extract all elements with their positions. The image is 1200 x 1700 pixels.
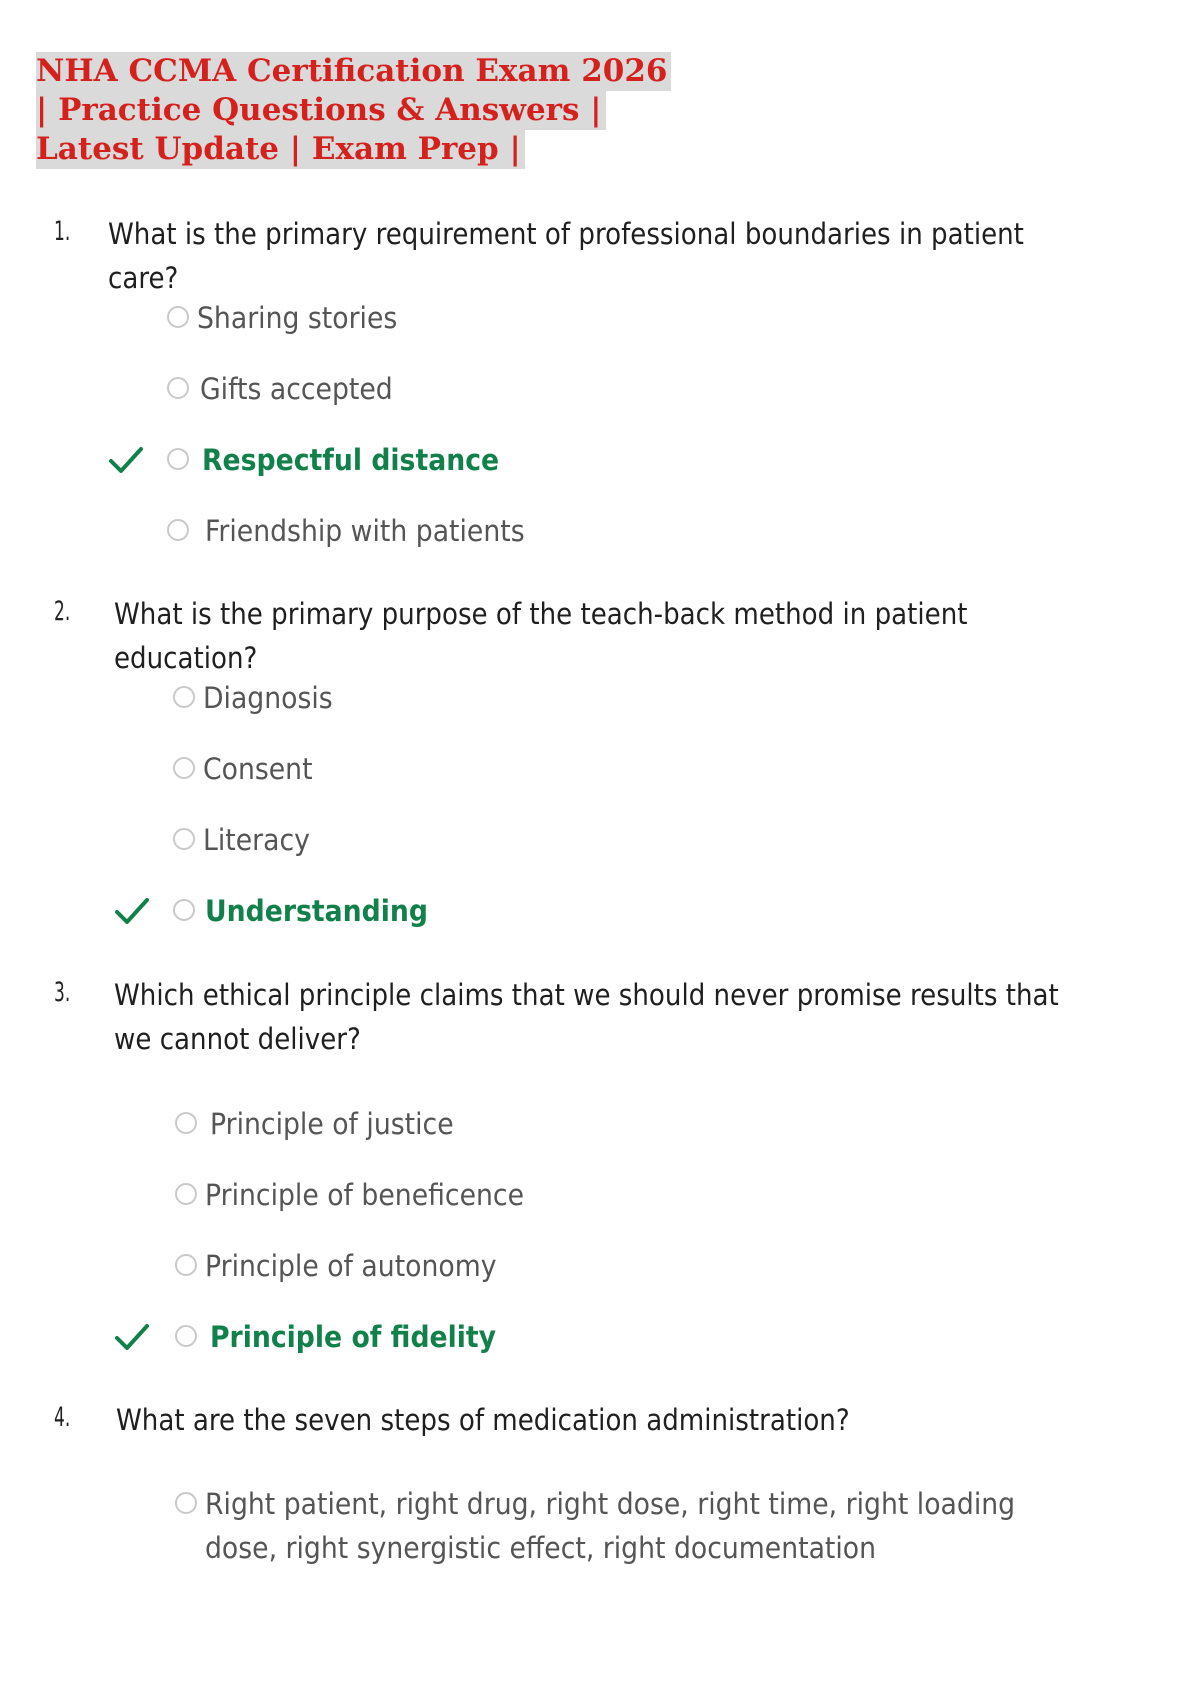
answer-label: Principle of fidelity (210, 1320, 497, 1354)
answer-option-correct[interactable] (0, 438, 1200, 482)
radio-button-icon[interactable] (167, 519, 189, 541)
radio-button-icon[interactable] (175, 1183, 197, 1205)
check-icon (114, 1319, 150, 1355)
radio-button-icon[interactable] (175, 1325, 197, 1347)
radio-button-icon[interactable] (167, 306, 189, 328)
question-1 (0, 212, 1200, 295)
radio-button-icon[interactable] (167, 448, 189, 470)
answer-label: Respectful distance (202, 443, 500, 477)
answer-label: Principle of autonomy (205, 1249, 497, 1283)
answer-option[interactable] (0, 747, 1200, 791)
question-number: 3. (54, 977, 71, 1008)
answer-option[interactable] (0, 509, 1200, 553)
answer-option-correct[interactable] (0, 1315, 1200, 1359)
answer-option[interactable] (0, 1102, 1200, 1146)
answer-option[interactable] (0, 1482, 1200, 1572)
answer-option[interactable] (0, 818, 1200, 862)
radio-button-icon[interactable] (175, 1492, 197, 1514)
question-3 (0, 973, 1200, 1056)
radio-button-icon[interactable] (173, 828, 195, 850)
question-number: 4. (54, 1402, 71, 1433)
radio-button-icon[interactable] (167, 377, 189, 399)
check-icon (114, 893, 150, 929)
answer-option[interactable] (0, 296, 1200, 340)
question-text: Which ethical principle claims that we should never promise results that we cannot deliver? (114, 978, 1059, 1056)
radio-button-icon[interactable] (175, 1112, 197, 1134)
answer-option[interactable] (0, 367, 1200, 411)
answer-label: Consent (203, 752, 313, 786)
answer-label: Friendship with patients (205, 514, 525, 548)
answer-label: Principle of justice (210, 1107, 454, 1141)
answer-label: Gifts accepted (200, 372, 393, 406)
answer-label: Understanding (205, 894, 428, 928)
answer-label: Right patient, right drug, right dose, right time, right loading dose, right synergistic effect, right documentation (205, 1487, 1016, 1565)
title-line-3: Latest Update | Exam Prep | (36, 130, 525, 169)
radio-button-icon[interactable] (173, 686, 195, 708)
question-number: 2. (54, 596, 71, 627)
question-text: What is the primary requirement of professional boundaries in patient care? (108, 217, 1024, 295)
title-line-2: | Practice Questions & Answers | (36, 91, 606, 130)
answer-label: Sharing stories (197, 301, 398, 335)
radio-button-icon[interactable] (173, 757, 195, 779)
answer-option[interactable] (0, 676, 1200, 720)
radio-button-icon[interactable] (173, 899, 195, 921)
question-text: What are the seven steps of medication administration? (116, 1403, 850, 1437)
answer-label: Literacy (203, 823, 310, 857)
question-2 (0, 592, 1200, 675)
answer-option-correct[interactable] (0, 889, 1200, 933)
radio-button-icon[interactable] (175, 1254, 197, 1276)
question-number: 1. (54, 216, 71, 247)
document-title (36, 52, 671, 169)
answer-option[interactable] (0, 1244, 1200, 1288)
question-4 (0, 1398, 1200, 1438)
check-icon (108, 442, 144, 478)
question-text: What is the primary purpose of the teach-back method in patient education? (114, 597, 968, 675)
answer-option[interactable] (0, 1173, 1200, 1217)
answer-label: Diagnosis (203, 681, 333, 715)
title-line-1: NHA CCMA Certification Exam 2026 (36, 52, 671, 91)
answer-label: Principle of beneficence (205, 1178, 524, 1212)
